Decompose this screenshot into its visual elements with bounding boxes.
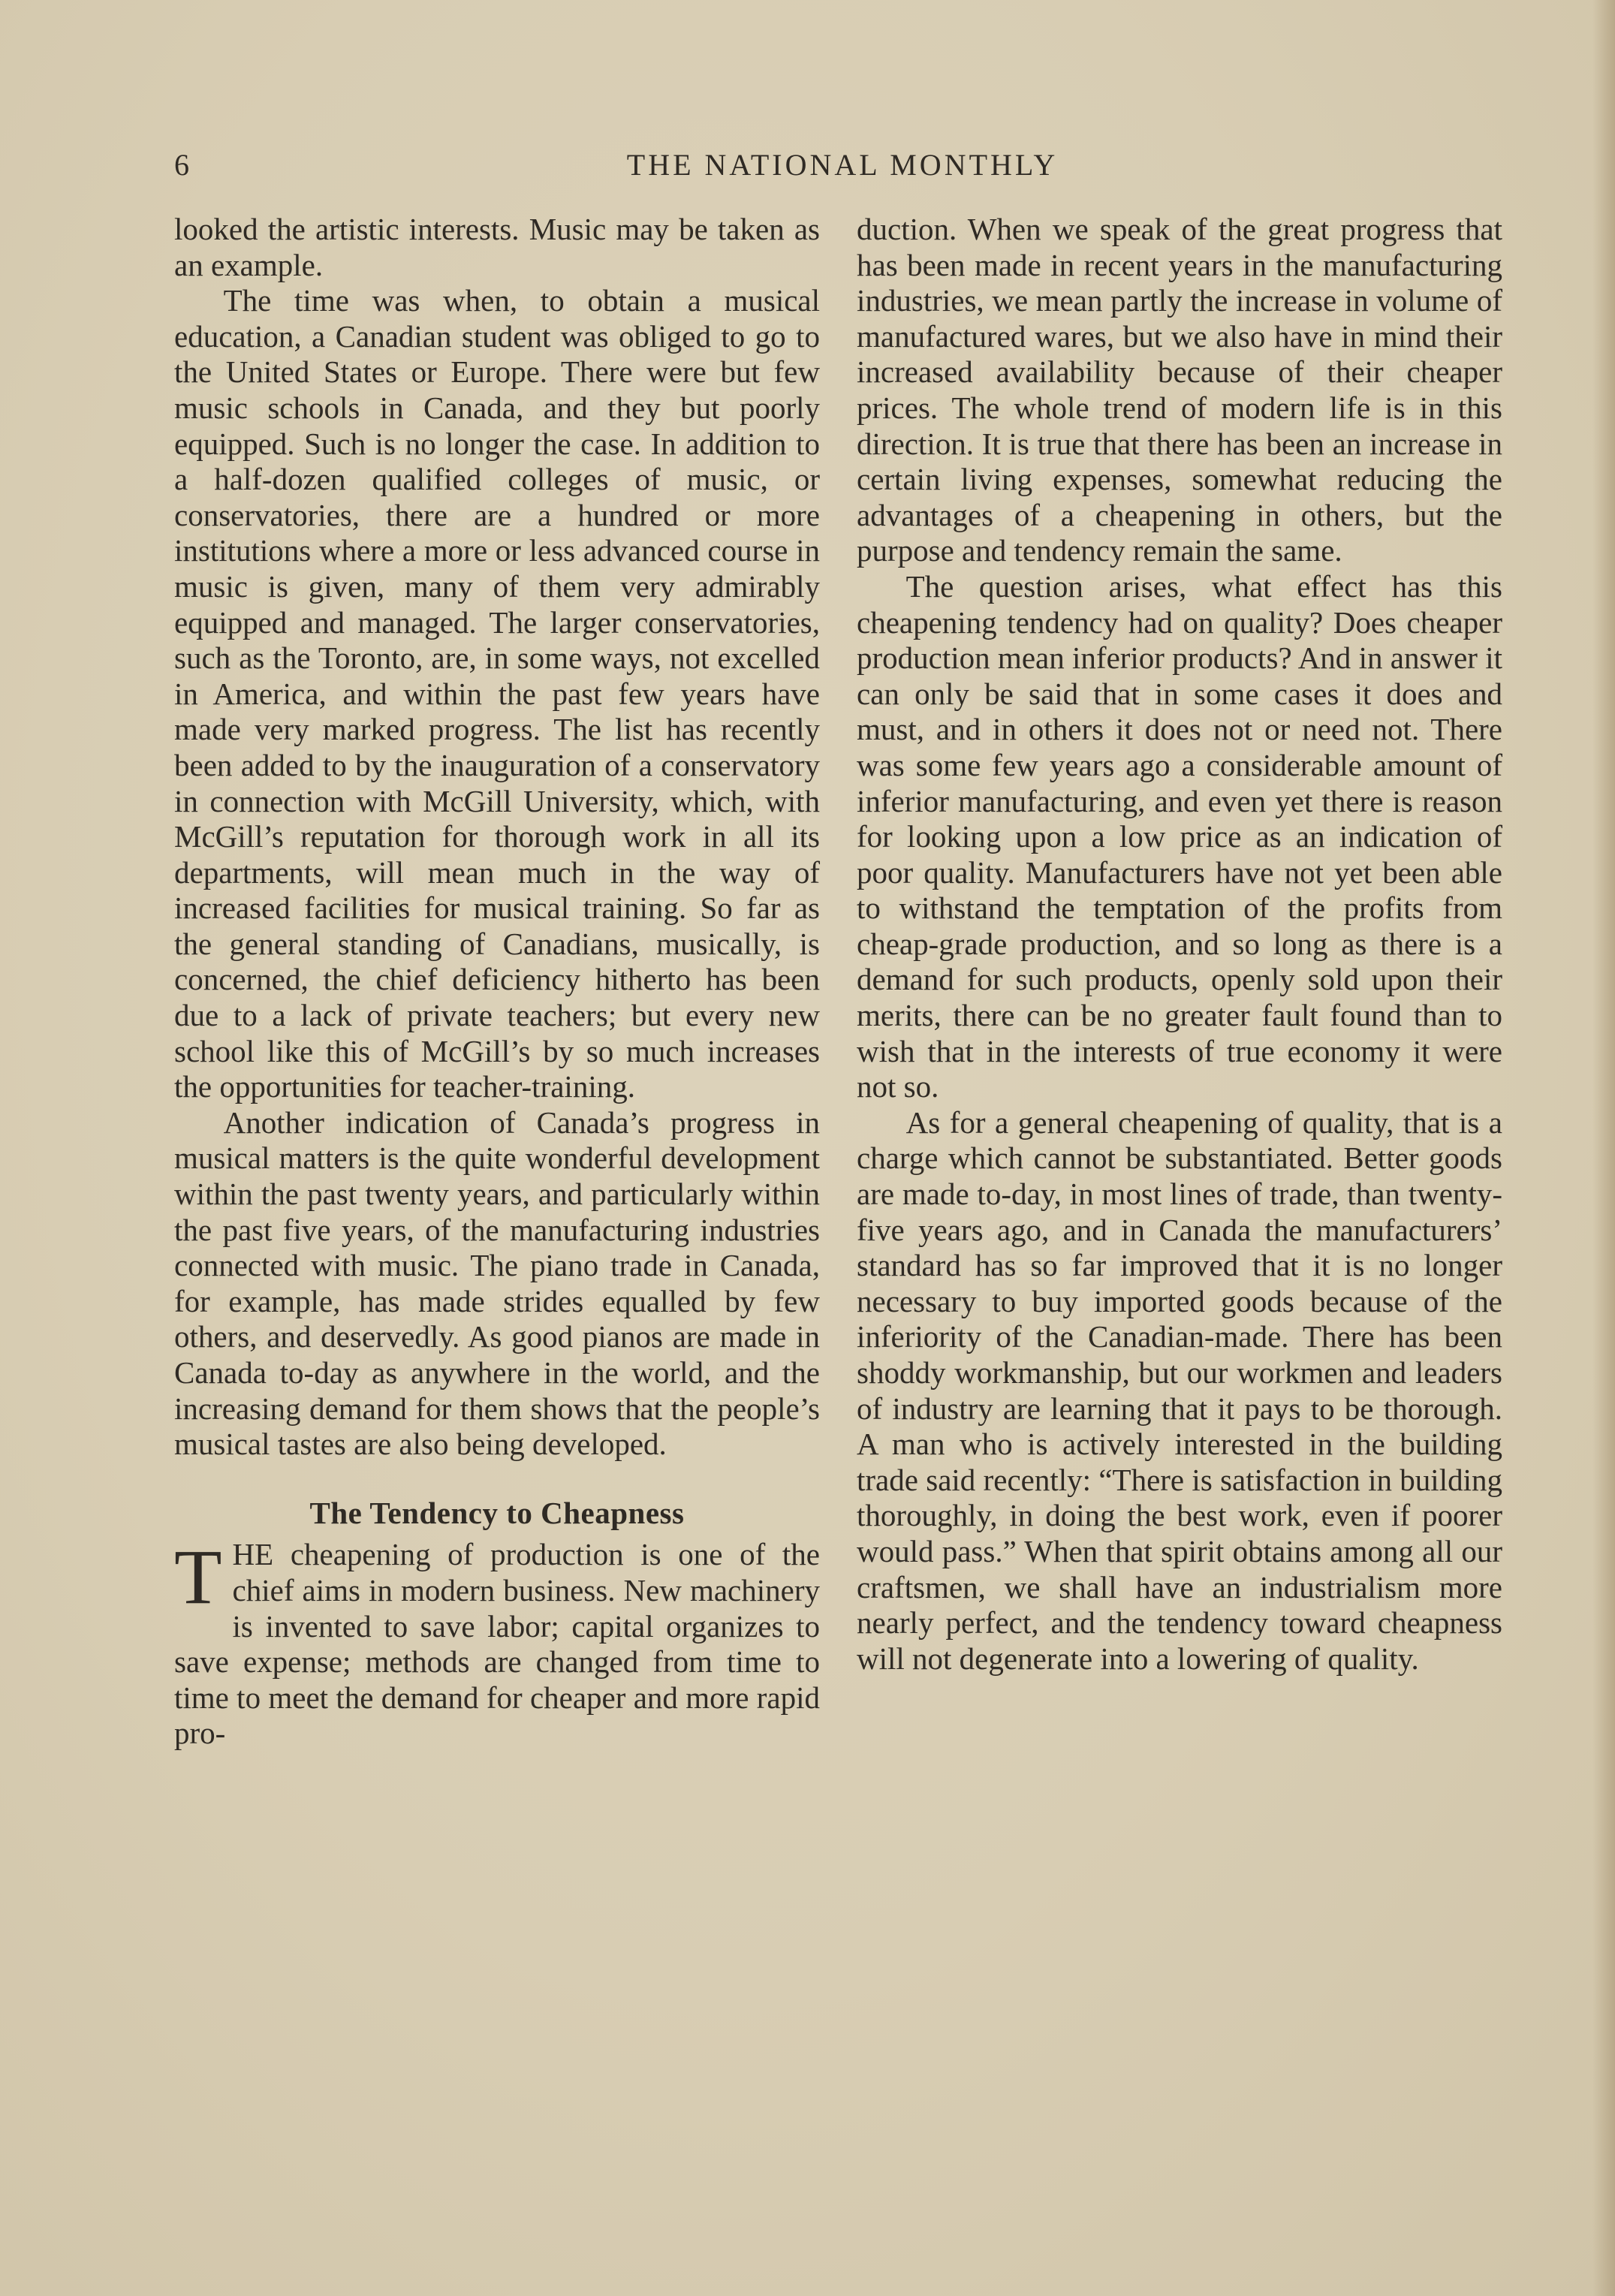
paragraph-music-industry: Another indication of Canada’s progress in musical matters is the quite wonderful development within the past twenty years, and particularly within the past five years, of the manufacturing industries connected with music. The piano trade in Canada, for example, has made strides equalled by few others, and deservedly. As good pianos are made in Canada to-day as anywhere in the world, and the increasing demand for them shows that the people’s musical tastes are also being developed. <box>174 1104 820 1462</box>
paragraph-continued: looked the artistic interests. Music may be taken as an example. <box>174 212 820 282</box>
right-column <box>857 212 1502 1677</box>
paragraph-quality-conclusion: As for a general cheapening of quality, that is a charge which cannot be substantiated. Better goods are made to-day, in most lines of trade, than twenty-five years ago, and in Canada the manufacturers’ standard has so far improved that it is no longer necessary to buy imported goods because of the inferiority of the Canadian-made. There has been shoddy workmanship, but our workmen and leaders of industry are learning that it pays to be thorough. A man who is actively interested in the building trade said recently: “There is satisfaction in building thoroughly, in doing the best work, even if poorer would pass.” When that spirit obtains among all our craftsmen, we shall have an industrialism more nearly perfect, and the tendency toward cheapness will not degenerate into a lowering of quality. <box>857 1104 1502 1676</box>
page-edge-shadow <box>1592 0 1615 2296</box>
paragraph-cheapening-text: HE cheapening of production is one of the chief aims in modern business. New machinery is invented to save labor; capital organizes to save expense; methods are changed from time to time to meet the demand for cheaper and more rapid pro- <box>174 1537 820 1751</box>
running-header <box>174 143 1511 188</box>
paragraph-music-education: The time was when, to obtain a musical education, a Canadian student was obliged to go to the United States or Europe. There were but few music schools in Canada, and they but poorly equipped. Such is no longer the case. In addition to a half-dozen qualified colleges of music, or conservatories, there are a hundred or more institutions where a more or less advanced course in music is given, many of them very admirably equipped and managed. The larger conservatories, such as the Toronto, are, in some ways, not excelled in America, and within the past few years have made very marked progress. The list has recently been added to by the inauguration of a conservatory in connection with McGill University, which, with McGill’s reputation for thorough work in all its departments, will mean much in the way of increased facilities for musical training. So far as the general standing of Canadians, musically, is concerned, the chief deficiency hitherto has been due to a lack of private teachers; but every new school like this of McGill’s by so much increases the opportunities for teacher-training. <box>174 283 820 1104</box>
section-heading: The Tendency to Cheapness <box>309 1495 685 1530</box>
paragraph-quality-question: The question arises, what effect has this cheapening tendency had on quality? Does cheaper production mean inferior products? And in answer it can only be said that in some cases it does and must, and in others it does not or need not. There was some few years ago a considerable amount of inferior manufacturing, and even yet there is reason for looking upon a low price as an indication of poor quality. Manufacturers have not yet been able to withstand the temptation of the profits from cheap-grade production, and so long as there is a demand for such products, openly sold upon their merits, there can be no greater fault found than to wish that in the interests of true economy it were not so. <box>857 568 1502 1104</box>
page-number: 6 <box>174 148 189 182</box>
paragraph-production-continued: duction. When we speak of the great progress that has been made in recent years in the manufacturing industries, we mean partly the increase in volume of manufactured wares, but we also have in mind their increased availability because of their cheaper prices. The whole trend of modern life is in this direction. It is true that there has been an increase in certain living expenses, somewhat reducing the advantages of a cheapening in others, but the purpose and tendency remain the same. <box>857 212 1502 568</box>
journal-title: THE NATIONAL MONTHLY <box>626 148 1059 182</box>
left-column <box>174 212 820 1752</box>
paragraph-cheapening-intro <box>174 1534 820 1752</box>
drop-cap: T <box>174 1534 222 1621</box>
